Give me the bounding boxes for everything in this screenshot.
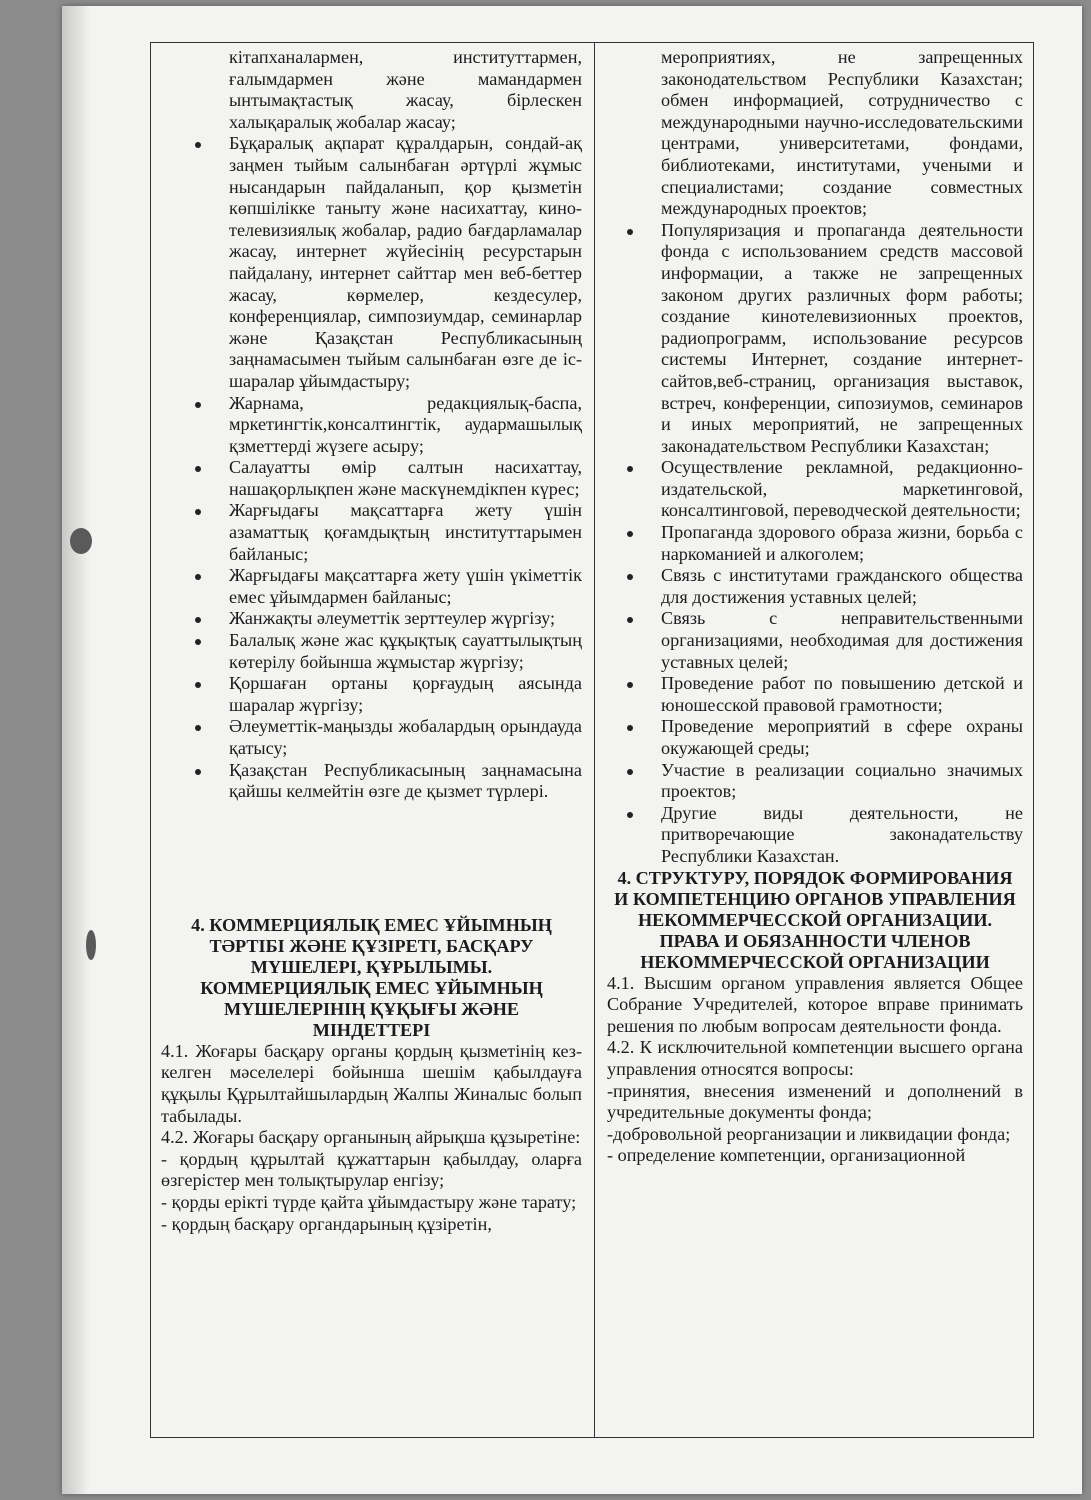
paragraph: -добровольной реорганизации и ликвидации фонда;	[607, 1123, 1011, 1144]
bilingual-table	[150, 42, 1034, 1438]
paragraph: - қордың басқару органдарының құзіретін,	[161, 1213, 492, 1234]
paragraph: -принятия, внесения изменений и дополнений в учредительные документы фонда;	[607, 1080, 1023, 1123]
bullet-icon	[627, 725, 633, 731]
list-item-text: Қазақстан Республикасының заңнамасына қайшы келмейтін өзге де қызмет түрлері.	[229, 759, 582, 802]
list-item	[607, 220, 1023, 458]
bullet-icon	[195, 574, 201, 580]
list-item	[607, 522, 1023, 565]
list-item-text: Осуществление рекламной, редакционно-издательской, маркетинговой, консалтинговой, переводческой деятельности;	[661, 457, 1023, 521]
binder-hole-mark	[70, 528, 92, 554]
list-item	[607, 608, 1023, 673]
bullet-icon	[627, 617, 633, 623]
list-item-text: Пропаганда здорового образа жизни, борьба с наркоманией и алкоголем;	[661, 522, 1023, 564]
paragraph: 4.1. Жоғары басқару органы қордың қызметінің кез-келген мәселелері бойынша шешім қабылдауға құқылы Құрылтайшылардың Жалпы Жиналыс болып табылады.	[161, 1040, 582, 1126]
list-item	[607, 457, 1023, 522]
section-title: 4. СТРУКТУРУ, ПОРЯДОК ФОРМИРОВАНИЯ И КОМПЕТЕНЦИЮ ОРГАНОВ УПРАВЛЕНИЯ НЕКОММЕРЧЕССКОЙ ОРГАНИЗАЦИИ. ПРАВА И ОБЯЗАННОСТИ ЧЛЕНОВ НЕКОММЕРЧЕССКОЙ ОРГАНИЗАЦИИ	[614, 867, 1016, 972]
bullet-icon	[627, 531, 633, 537]
list-item-text: кітапханалармен, институттармен, ғалымдармен және мамандармен ынтымақтастық жасау, бірлескен халықаралық жобалар жасау;	[229, 47, 582, 132]
paragraph: - қордың құрылтай құжаттарын қабылдау, оларға өзгерістер мен толықтырулар енгізу;	[161, 1148, 582, 1191]
bullet-icon	[627, 769, 633, 775]
bullet-icon	[195, 725, 201, 731]
paragraph: 4.2. К исключительной компетенции высшего органа управления относятся вопросы:	[607, 1037, 1023, 1079]
paragraph: 4.1. Высшим органом управления является Общее Собрание Учредителей, которое вправе принимать решения по любым вопросам деятельности фонда.	[607, 972, 1023, 1036]
list-item	[607, 565, 1023, 608]
list-item-text: мероприятиях, не запрещенных законодательством Республики Казахстан; обмен информацией, сотрудничество с международными научно-исследовательскими центрами, университетами, фондами, библиотеками, институтами, учеными и специалистами; создание совместных международных проектов;	[661, 47, 1023, 219]
russian-bullet-list	[607, 47, 1023, 868]
bullet-icon	[195, 617, 201, 623]
list-item-text: Бұқаралық ақпарат құралдарын, сондай-ақ заңмен тыйым салынбаған әртүрлі жұмыс нысандарын пайдаланып, қор қызметін көпшілікке таныту және насихаттау, кино-телевизиялық жобалар, радио бағдарламалар жасау, интернет жүйесінің ресурстарын пайдалану, интернет сайттар мен веб-беттер жасау, көрмелер, кездесулер, конференциялар, симпозиумдар, семинарлар және Қазақстан Республикасының заңнамасымен тыйым салынбаған өзге де іс-шаралар ұйымдастыру;	[229, 133, 582, 391]
list-item	[607, 673, 1023, 716]
paragraph: 4.2. Жоғары басқару органының айрықша құзыретіне:	[161, 1127, 581, 1148]
list-item-text: Жарғыдағы мақсаттарға жету үшін үкіметтік емес ұйымдармен байланыс;	[229, 565, 582, 607]
list-item	[161, 608, 582, 630]
list-item	[161, 630, 582, 673]
section-title: 4. КОММЕРЦИЯЛЫҚ ЕМЕС ҰЙЫМНЫҢ ТӘРТІБІ ЖӘНЕ ҚҰЗІРЕТІ, БАСҚАРУ МҮШЕЛЕРІ, ҚҰРЫЛЫМЫ. КОММЕРЦИЯЛЫҚ ЕМЕС ҰЙЫМНЫҢ МҮШЕЛЕРІНІҢ ҚҰҚЫҒЫ ЖӘНЕ МІНДЕТТЕРІ	[191, 914, 552, 1040]
list-item-text: Связь с неправительственными организациями, необходимая для достижения уставных целей;	[661, 608, 1023, 672]
list-item-text: Другие виды деятельности, не притворечающие законадательству Республики Казахстан.	[661, 802, 1023, 866]
bullet-icon	[627, 466, 633, 472]
list-item	[161, 716, 582, 759]
bullet-icon	[195, 402, 201, 408]
bullet-icon	[195, 142, 201, 148]
list-item	[161, 673, 582, 716]
spacer	[161, 803, 582, 915]
list-item	[161, 133, 582, 392]
list-item-text: Әлеуметтік-маңызды жобалардың орындауда қатысу;	[229, 716, 582, 758]
bullet-icon	[627, 229, 633, 235]
bullet-icon	[627, 574, 633, 580]
bullet-icon	[195, 509, 201, 515]
list-item-text: Балалық және жас құқықтық сауаттылықтың көтерілу бойынша жұмыстар жүргізу;	[229, 630, 582, 672]
list-item	[607, 760, 1023, 803]
list-item	[161, 565, 582, 608]
list-item-text: Жарғыдағы мақсаттарға жету үшін азаматтық қоғамдықтың институттарымен байланыс;	[229, 500, 582, 564]
list-item-text: Жарнама, редакциялық-баспа, мркетингтік,консалтингтік, аудармашылық қзметтерді жүзеге асыру;	[229, 392, 582, 456]
russian-column	[595, 43, 1035, 1437]
list-item-text: Қоршаған ортаны қорғаудың аясында шаралар жүргізу;	[229, 673, 582, 715]
list-item-text: Жанжақты әлеуметтік зерттеулер жүргізу;	[229, 608, 556, 629]
bullet-icon	[627, 812, 633, 818]
binder-hole-mark	[86, 930, 96, 960]
list-item	[607, 716, 1023, 759]
list-item-text: Проведение работ по повышению детской и юношесской правовой грамотности;	[661, 673, 1023, 715]
bullet-icon	[195, 682, 201, 688]
list-item	[161, 500, 582, 565]
list-item-text: Популяризация и пропаганда деятельности фонда с использованием средств массовой информации, а также не запрещенных законом других различных форм работы; создание кинотелевизионных проектов, радиопрограмм, использование ресурсов системы Интернет, создание интернет-сайтов,веб-страниц, организация выставок, встреч, конференции, сипозиумов, семинаров и иных мероприятий, не запрещенных законадательством Республики Казахстан;	[661, 219, 1023, 456]
list-item	[161, 457, 582, 500]
list-item-text: Салауатты өмір салтын насихаттау, нашақорлықпен және маскүнемдікпен күрес;	[229, 457, 582, 499]
page-edge-shadow	[62, 6, 90, 1494]
list-item	[161, 393, 582, 458]
list-item	[607, 803, 1023, 868]
list-item	[161, 760, 582, 803]
bullet-icon	[627, 682, 633, 688]
bullet-icon	[195, 466, 201, 472]
kazakh-column	[151, 43, 595, 1437]
list-item-text: Проведение мероприятий в сфере охраны окужающей среды;	[661, 716, 1023, 758]
kazakh-bullet-list	[161, 47, 582, 803]
bullet-icon	[195, 639, 201, 645]
paragraph: - определение компетенции, организационной	[607, 1145, 966, 1166]
paragraph: - қорды ерікті түрде қайта ұйымдастыру және тарату;	[161, 1191, 577, 1212]
bullet-icon	[195, 769, 201, 775]
list-item	[161, 47, 582, 133]
list-item-text: Участие в реализации социально значимых проектов;	[661, 759, 1023, 802]
list-item	[607, 47, 1023, 220]
list-item-text: Связь с институтами гражданского общества для достижения уставных целей;	[661, 565, 1023, 607]
